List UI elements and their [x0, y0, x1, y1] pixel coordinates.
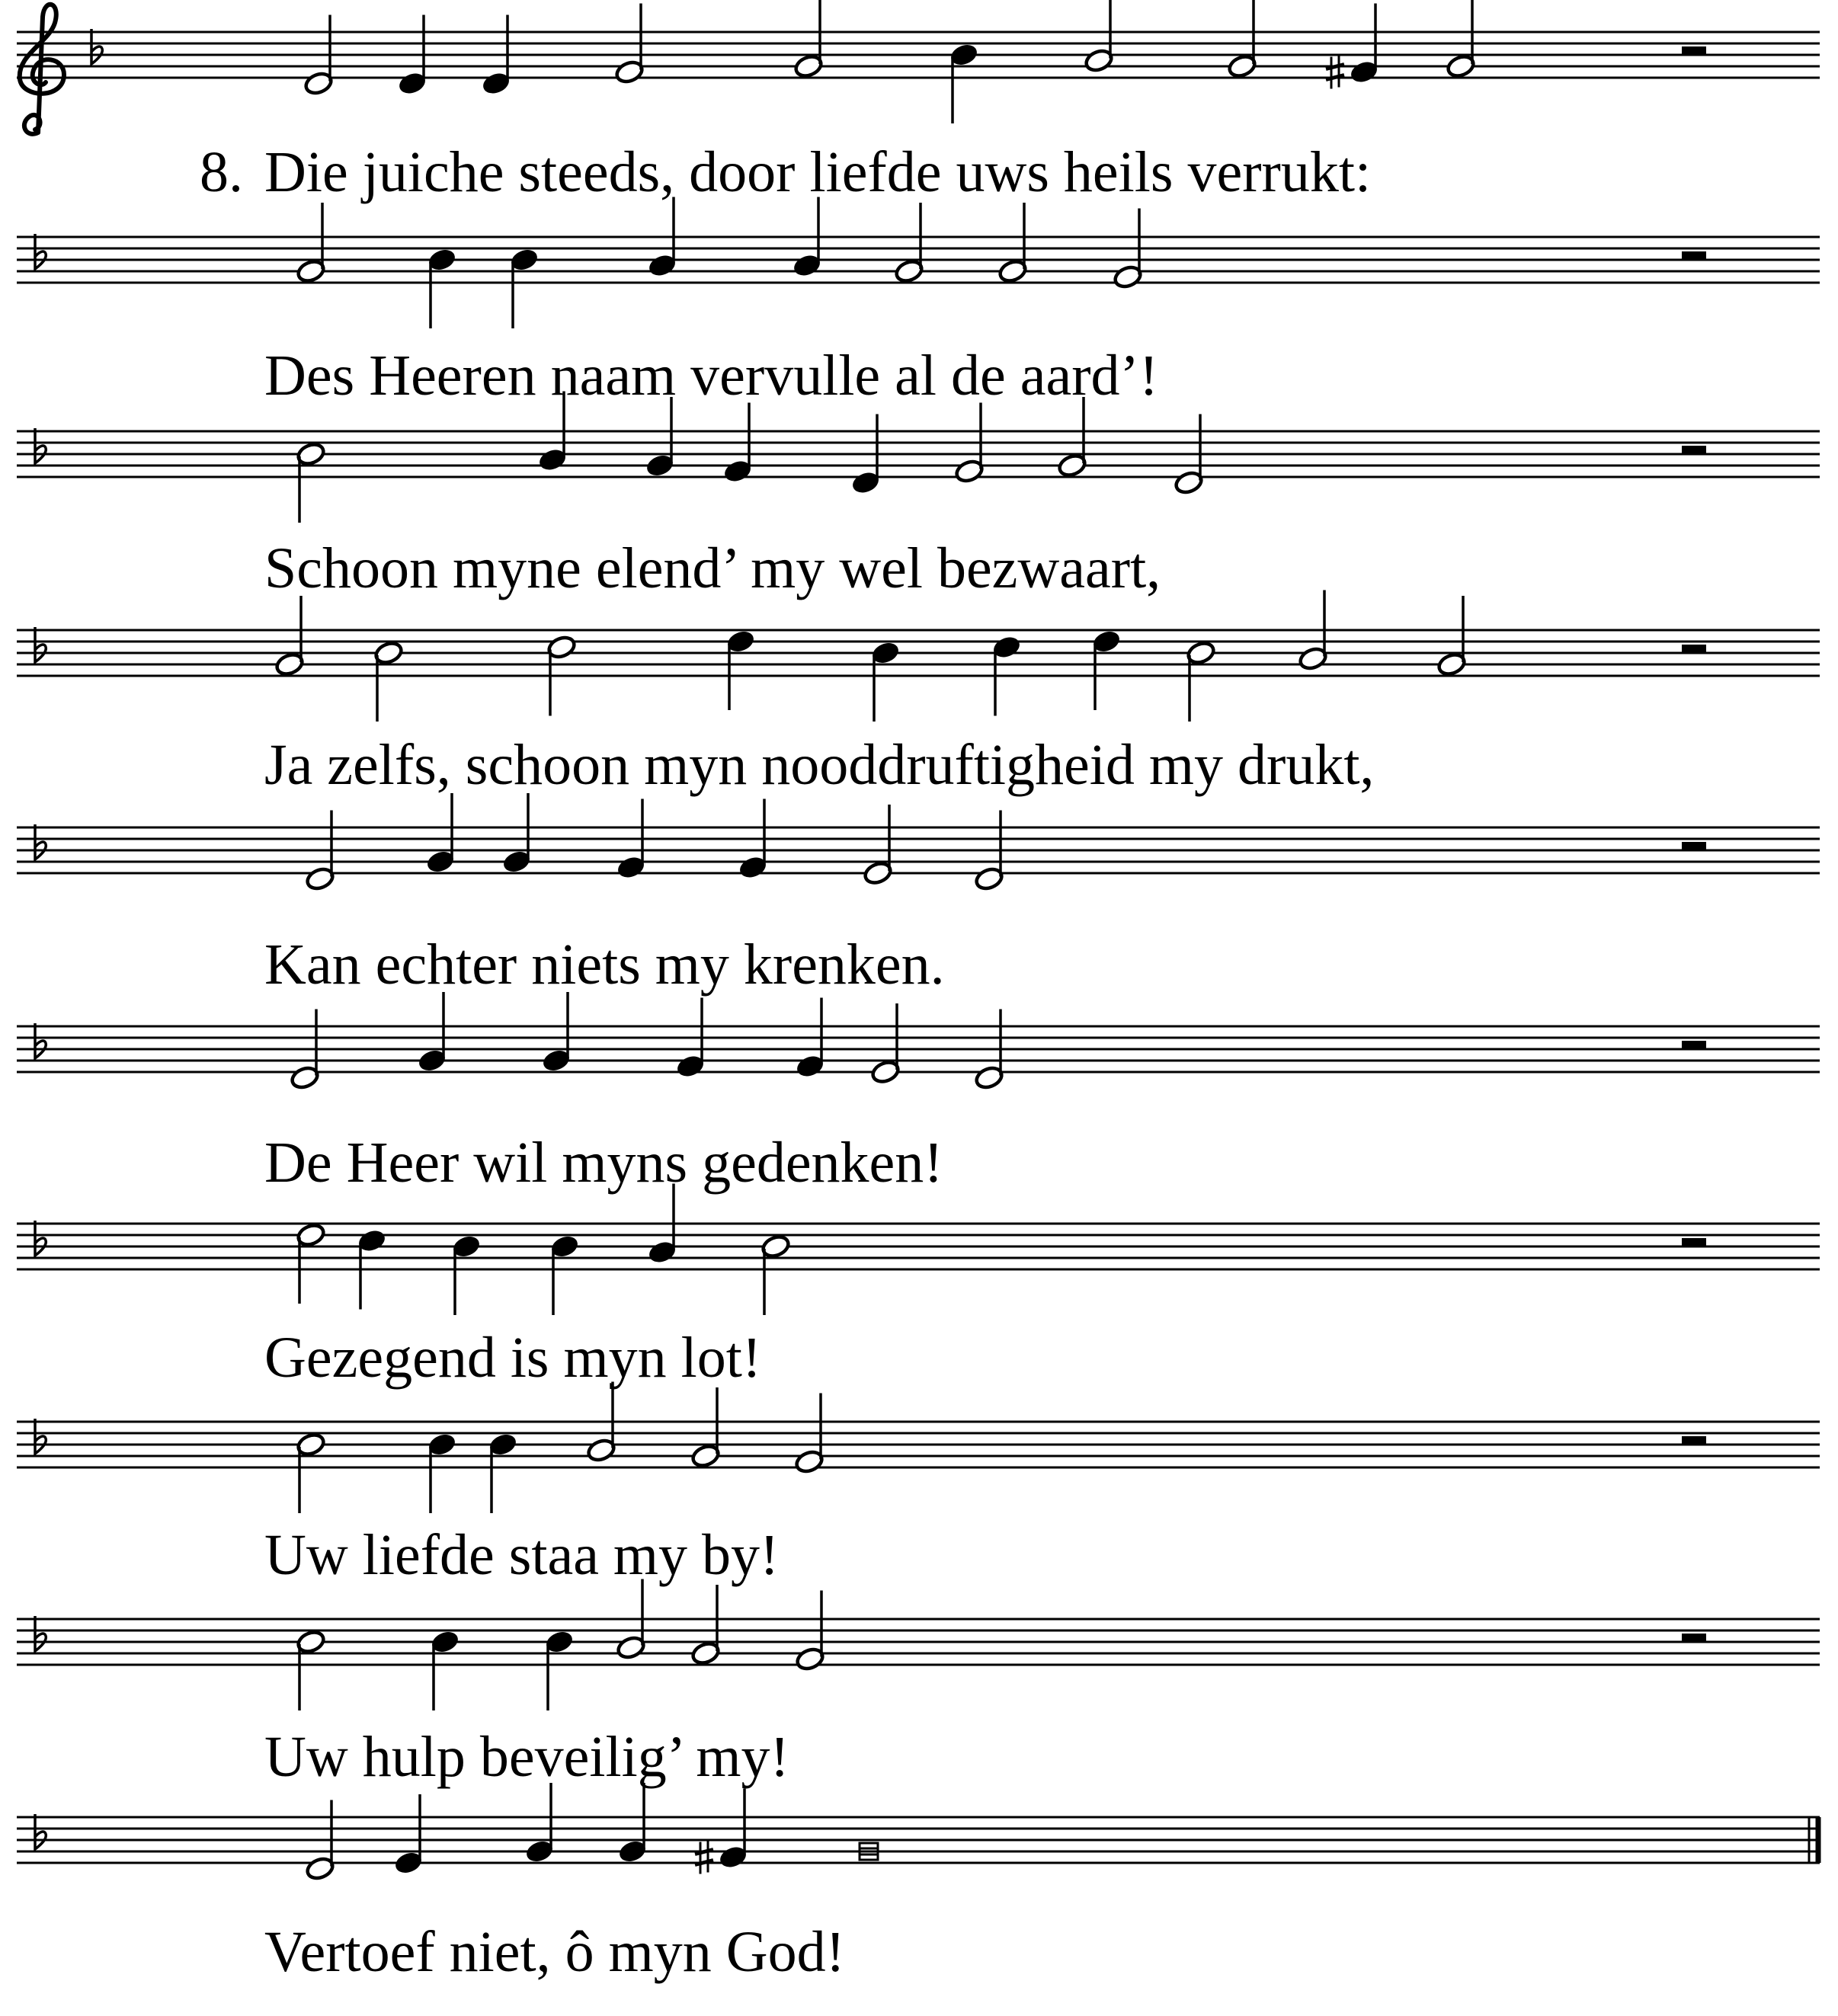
half-rest [1682, 46, 1706, 55]
flat-sign [35, 234, 46, 269]
half-rest [1682, 1436, 1706, 1445]
lyric-line: Die juiche steeds, door liefde uws heils verrukt: [264, 140, 1372, 204]
lyric-line: Gezegend is myn lot! [264, 1326, 762, 1390]
half-rest [1682, 1634, 1706, 1642]
half-rest [1682, 251, 1706, 260]
verse-number: 8. [200, 140, 243, 204]
sharp-sign [1326, 75, 1344, 80]
treble-clef [20, 5, 64, 134]
lyric-line: Schoon myne elend’ my wel bezwaart, [264, 536, 1161, 600]
sharp-sign [1326, 65, 1344, 69]
flat-sign [35, 824, 46, 859]
flat-sign [91, 29, 102, 64]
lyric-line: De Heer wil myns gedenken! [264, 1131, 943, 1195]
sharp-sign [695, 1850, 713, 1854]
half-rest [1682, 1238, 1706, 1246]
flat-sign [35, 1814, 46, 1849]
lyric-line: Vertoef niet, ô myn God! [264, 1920, 845, 1984]
lyric-line: Ja zelfs, schoon myn nooddruftigheid my drukt, [264, 733, 1375, 797]
half-rest [1682, 842, 1706, 850]
flat-sign [35, 1616, 46, 1651]
lyric-line: Uw liefde staa my by! [264, 1523, 780, 1587]
half-rest [1682, 446, 1706, 454]
lyric-line: Kan echter niets my krenken. [264, 933, 945, 997]
half-rest [1682, 645, 1706, 653]
half-rest [1682, 1041, 1706, 1049]
flat-sign [35, 1419, 46, 1454]
flat-sign [35, 1221, 46, 1256]
flat-sign [35, 627, 46, 662]
lyric-line: Des Heeren naam vervulle al de aard’! [264, 344, 1159, 408]
sharp-sign [695, 1861, 713, 1865]
flat-sign [35, 1023, 46, 1058]
lyric-line: Uw hulp beveilig’ my! [264, 1725, 789, 1789]
flat-sign [35, 428, 46, 463]
